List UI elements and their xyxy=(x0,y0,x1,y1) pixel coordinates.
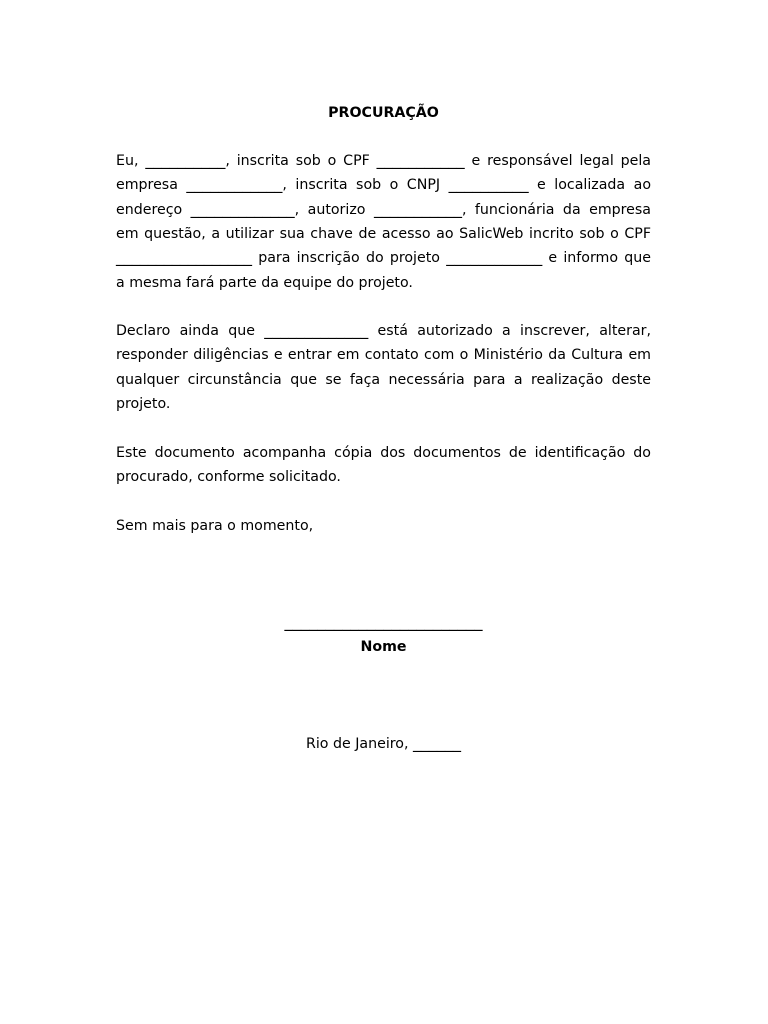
document-title: PROCURAÇÃO xyxy=(328,104,439,121)
text-line: Eu, __________, inscrita sob o CPF ___________ e responsável legal pela xyxy=(116,150,651,170)
signer-name: Nome xyxy=(360,639,407,656)
text-line: qualquer circunstância que se faça necessária para a realização deste xyxy=(116,371,651,388)
blank-field: _____________ xyxy=(190,198,295,218)
text-line: a mesma fará parte da equipe do projeto. xyxy=(116,274,413,291)
blank-field: ____________ xyxy=(186,174,283,194)
text-line: endereço _____________, autorizo ___________, funcionária da empresa xyxy=(116,198,651,218)
blank-field: _____________ xyxy=(264,320,369,340)
text-line: projeto. xyxy=(116,396,171,413)
blank-field: ___________ xyxy=(373,198,462,218)
blank-field: ______ xyxy=(413,733,461,753)
blank-field: ___________ xyxy=(376,150,465,170)
paragraph-closing xyxy=(116,514,651,538)
text-line: em questão, a utilizar sua chave de acesso ao SalicWeb incrito sob o CPF xyxy=(116,225,651,242)
text-line: Sem mais para o momento, xyxy=(116,517,314,534)
text-line: procurado, conforme solicitado. xyxy=(116,468,341,485)
text-line: empresa ____________, inscrita sob o CNPJ __________ e localizada ao xyxy=(116,174,651,194)
place-date: Rio de Janeiro, ______ xyxy=(306,733,461,753)
text-line: _________________ para inscrição do projeto ____________ e informo que xyxy=(116,247,651,267)
blank-field: __________ xyxy=(145,150,226,170)
paragraph-attachments xyxy=(116,441,651,490)
blank-field: ____________ xyxy=(446,247,543,267)
power-of-attorney-document xyxy=(116,101,651,757)
blank-field: __________ xyxy=(448,174,529,194)
paragraph-grant-of-power xyxy=(116,149,651,295)
text-line: Declaro ainda que _____________ está autorizado a inscrever, alterar, xyxy=(116,320,651,340)
text-line: Este documento acompanha cópia dos documentos de identificação do xyxy=(116,444,651,461)
blank-field: ________________________ xyxy=(284,611,483,631)
blank-field: _________________ xyxy=(116,247,252,267)
signature-line xyxy=(116,611,651,635)
signature-block xyxy=(116,611,651,660)
paragraph-declaration xyxy=(116,319,651,416)
text-line: responder diligências e entrar em contato com o Ministério da Cultura em xyxy=(116,347,651,364)
